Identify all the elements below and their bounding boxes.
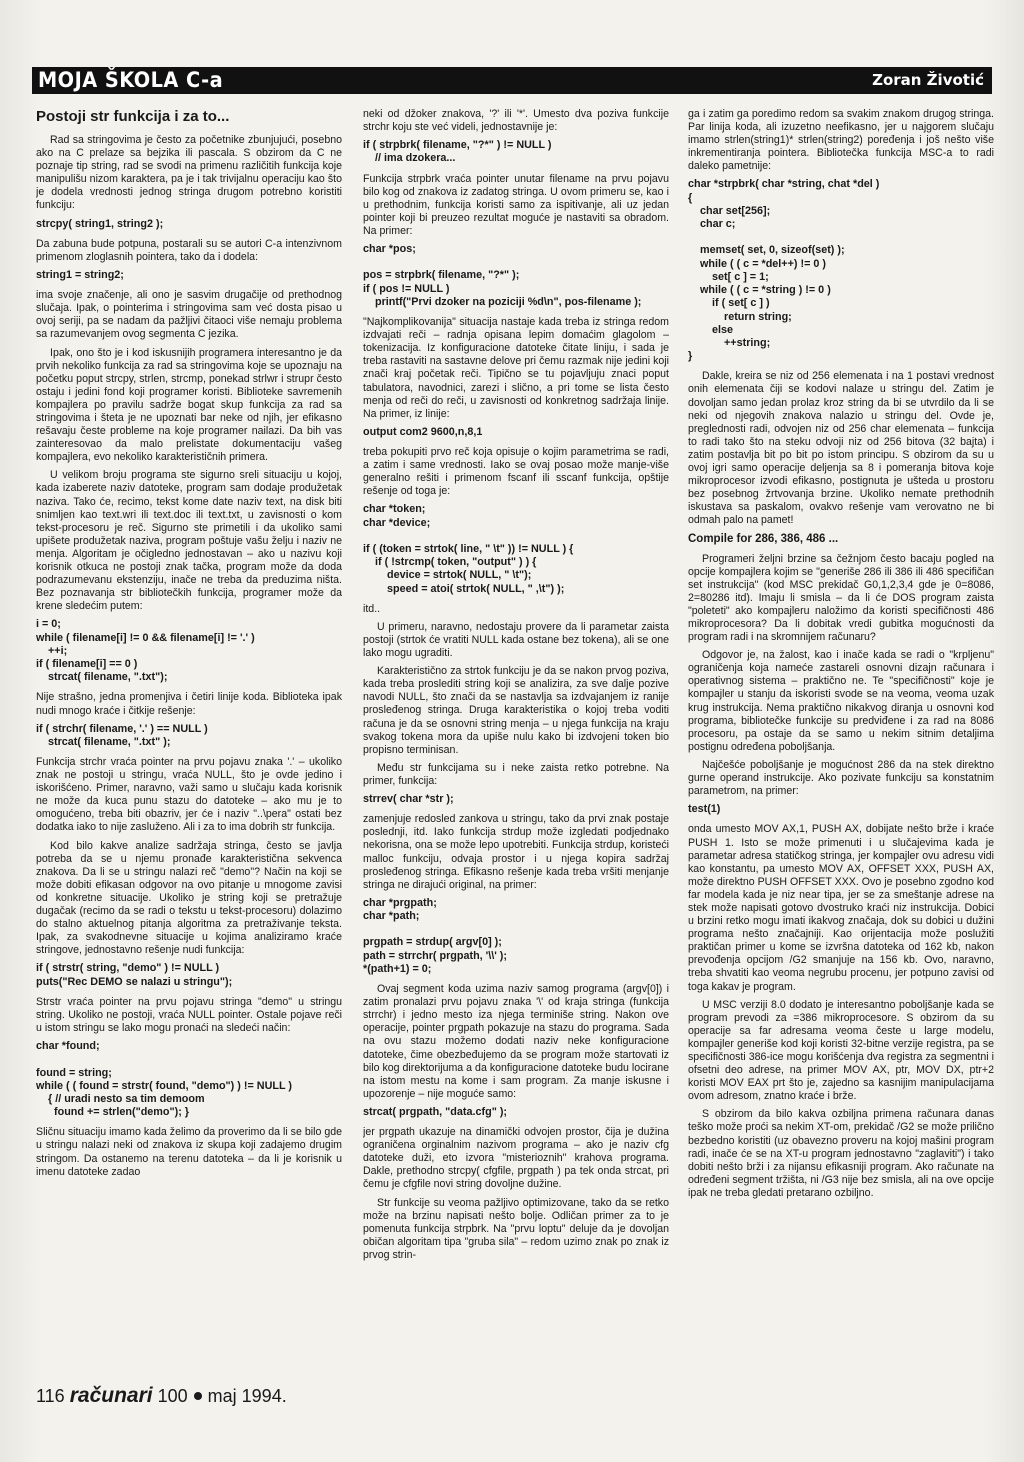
code-snippet: char *token; char *device; if ( (token = strtok( line, " \t" )) != NULL ) { if ( !strcmp( token, "output" ) ) { device = strtok( NULL, " \t"); speed = atoi( strtok( NULL, " ,\t") ); xyxy=(363,503,574,595)
column-1 xyxy=(36,108,342,1378)
paragraph: U primeru, naravno, nedostaju provere da li parametar zaista postoji (strtok će vratiti NULL kada ostane bez tokena), ali se one lako mogu ugraditi. xyxy=(363,620,669,660)
code-snippet: test(1) xyxy=(688,803,721,816)
paragraph: U MSC verziji 8.0 dodato je interesantno poboljšanje kada se program prevodi za =386 mikroprocesore. S obzirom da su operacije sa far adresama veoma česte u large modelu, kompajler generiše kod koji koristi 32-bitne verzije registra, pa se specifičnosti 386-ice mogu korišćenja dva registra za segmentni i ofsetni deo adrese, na primer MOV AX, ptr, MOV DX, ptr+2 koristi MOV EAX prt što je, zajedno sa kasnijim manipulacijama ovom adresom, znatno kraće i brže. xyxy=(688,998,994,1103)
code-snippet: if ( strstr( string, "demo" ) != NULL ) puts("Rec DEMO se nalazi u stringu"); xyxy=(36,962,233,988)
paragraph: neki od džoker znakova, '?' ili '*'. Umesto dva poziva funkcije strchr koju ste već videli, jednostavnije je: xyxy=(363,108,669,134)
paragraph: Strstr vraća pointer na prvu pojavu stringa "demo" u stringu string. Ukoliko ne postoji, vraća NULL pointer. Ostale pojave reči u istom stringu se lako mogu pronaći na sledeći način: xyxy=(36,995,342,1035)
paragraph: Dakle, kreira se niz od 256 elemenata i na 1 postavi vrednost onih elemenata čiji se kodovi nalaze u stringu del. Zatim je dovoljan samo jedan prolaz kroz string da bi se utvrdilo da li se neki od njegovih znakova nalazio u stringu del. Ovde je, preglednosti radi, odvojen niz od 256 char elemenata – funkcija to radi tako što na steku odvoji niz od 256 bitova (32 bajta) i zatim postavlja bit po bit po istom principu. S obzirom da su u ovoj igri samo operacije deljenja sa 8 i pomeranja bitova koje mikroprocesor izvodi efikasno, postignuta je ušteda u prostoru bez posebnog žrtvovanja brzine. Ukoliko nemate prethodnih iskustava sa paskalom, ovakvo rešenje vam verovatno ne bi odmah palo na pamet! xyxy=(688,370,994,527)
code-snippet: char *found; found = string; while ( ( found = strstr( found, "demo") ) != NULL ) { // uradi nesto sa tim demoom found += strlen("demo"); } xyxy=(36,1040,292,1119)
paragraph: Funkcija strchr vraća pointer na prvu pojavu znaka '.' – ukoliko znak ne postoji u stringu, vraća NULL, što je ovde jedino i iskorišćeno. Primer, naravno, važi samo u slučaju kada korisnik ne može da kuca punu stazu do datoteke – ako mu je to omogućeno, treba biti obazriv, jer će i naziv "..\pera" ostati bez dodatka iako to nije zasluženo. Ali i za to ima dobrih str funkcija. xyxy=(36,756,342,834)
bullet-separator xyxy=(194,1392,202,1400)
paragraph: ima svoje značenje, ali ono je sasvim drugačije od prethodnog slučaja. Ipak, o pointerima i stringovima sam već dosta pisao u ovoj seriji, pa se nadam da pažljivi čitaoci više nemaju problema sa razumevanjem ovog segmenta C jezika. xyxy=(36,289,342,341)
code-snippet: strcat( prgpath, "data.cfg" ); xyxy=(363,1105,508,1118)
section-header-bar xyxy=(32,67,992,94)
paragraph: Sličnu situaciju imamo kada želimo da proverimo da li se bilo gde u stringu nalazi neki od znakova iz skupa koji zadajemo drugim stringom. Da ostanemo na terenu datoteka – da li je korisnik u imenu datoteke zadao xyxy=(36,1126,342,1178)
code-snippet: char *prgpath; char *path; prgpath = strdup( argv[0] ); path = strrchr( prgpath, '\\' ); *(path+1) = 0; xyxy=(363,896,508,975)
paragraph: Da zabuna bude potpuna, postarali su se autori C-a intenzivnom primenom zloglasnih pointera, tako da i dodela: xyxy=(36,237,342,263)
paragraph: Programeri željni brzine sa čežnjom često bacaju pogled na opcije kompajlera kojim se "generiše 286 ili 386 ili 486 specifičan set instrukcija" (kod MSC prekidač G0,1,2,3,4 gde je 0=8086, 2=80286 itd). Imaju li smisla – da li će DOS program zaista "poleteti" ako kompajleru naložimo da koristi specifičnosti 486 mikroprocesora? Da li dobitak vredi gubitka mogućnosti da program radi i na skromnijem računaru? xyxy=(688,552,994,644)
magazine-logo: računari xyxy=(69,1384,153,1407)
paragraph: jer prgpath ukazuje na dinamički odvojen prostor, čija je dužina ograničena orginalnim nazivom programa – ako je naziv cfg datoteke duži, eto izvora "misterioznih" krahova programa. Dakle, prethodno strcpy( cfgfile, prgpath ) pa tek onda strcat, pri čemu je cfgfile novi string dovoljne dužine. xyxy=(363,1126,669,1191)
paragraph: itd.. xyxy=(363,602,381,615)
page-footer xyxy=(36,1384,287,1408)
code-snippet: output com2 9600,n,8,1 xyxy=(363,425,483,438)
code-snippet: i = 0; while ( filename[i] != 0 && filename[i] != '.' ) ++i; if ( filename[i] == 0 ) strcat( filename, ".txt"); xyxy=(36,618,255,684)
code-snippet: if ( strpbrk( filename, "?*" ) != NULL ) // ima dzokera... xyxy=(363,139,552,165)
article-columns xyxy=(36,108,994,1378)
author-name: Zoran Životić xyxy=(872,71,984,89)
article-title: Postoji str funkcija i za to... xyxy=(36,108,230,125)
code-snippet: if ( strchr( filename, '.' ) == NULL ) strcat( filename, ".txt" ); xyxy=(36,722,208,748)
issue-number: 100 xyxy=(157,1386,188,1406)
paragraph: "Najkomplikovanija" situacija nastaje kada treba iz stringa redom izdvajati reči – radnja opisana lepim domaćim glagolom – tokenizacija. Iz konfiguracione datoteke čitate liniju, i sada je treba rastaviti na sastavne delove pri čemu razmak nije jedini koji znači kraj početak reči. Tipično se tu pojavljuju znaci poput tabulatora, navodnici, zarezi i slično, a pri tome se lista često menja od reči do reči, u zavisnosti od konkretnog sadržaja linije. Na primer, iz linije: xyxy=(363,316,669,420)
paragraph: zamenjuje redosled zankova u stringu, tako da prvi znak postaje poslednji, itd. Iako funkcija strdup može izgledati podjednako nekorisna, ona se može lepo upotrebiti. Funkcija strdup, koristeći malloc funkciju, odvaja prostor i u njega kopira sadržaj prosleđenog stringa. Efikasno rešenje kada treba vršiti menjanje stringa ne dirajući original, na primer: xyxy=(363,813,669,891)
code-snippet: char *pos; pos = strpbrk( filename, "?*" ); if ( pos != NULL ) printf("Prvi dzoker na poziciji %d\n", pos-filename ); xyxy=(363,243,642,308)
paragraph: Funkcija strpbrk vraća pointer unutar filename na prvu pojavu bilo kog od znakova iz zadatog stringa. U ovom primeru se, kao i u prethodnim, funkcija koristi samo za ispitivanje, ali uz jedan pointer koji bi preuzeo rezultat moguće je nastaviti sa obradom. Na primer: xyxy=(363,172,669,237)
paragraph: treba pokupiti prvo reč koja opisuje o kojim parametrima se radi, a zatim i same vrednosti. Iako se ovaj posao može manje-više generalno rešiti i primenom fscanf ili sscanf funkcija, opštije rešenje od toga je: xyxy=(363,446,669,498)
paragraph: Odgovor je, na žalost, kao i inače kada se radi o "krpljenu" ograničenja koja nameće zastareli osnovni dizajn računara i operativnog sistema – praktično ne. Te "specifičnosti" koje je kompajler u stanju da iskoristi svode se na veoma, veoma uzak krug instrukcija. Nema praktično nikakvog diranja u osnovni kod programa, bibliotečke funkcije su predviđene i za rad na 8086 procesoru, pa ostaje da se samo u nekim sitnim detaljima postignu određena poboljšanja. xyxy=(688,649,994,753)
paragraph: Kod bilo kakve analize sadržaja stringa, često se javlja potreba da se u njemu pronađe karakteristična sekvenca znakova. Da li se u stringu nalazi reč "demo"? Način na koji se može dobiti efikasan odgovor na ovo pitanje u mnogome zavisi od konkretne situacije. Ukoliko je string koji se pretražuje dugačak (recimo da se radi o tekstu u tekst-procesoru) dolazimo do stalno aktuelnog pitanja algoritma za pretraživanje teksta. Ipak, za svakodnevne situacije u kojima analiziramo kraće stringove, jednostavno rešenje nudi funkcija: xyxy=(36,839,342,957)
code-snippet: char *strpbrk( char *string, chat *del ) { char set[256]; char c; memset( set, 0, sizeof(set) ); while ( ( c = *del++) != 0 ) set[ c ] = 1; while ( ( c = *string ) != 0 ) if ( set[ c ] ) return string; else ++string; } xyxy=(688,178,880,363)
paragraph: S obzirom da bilo kakva ozbiljna primena računara danas teško može proći sa nekim XT-om, prekidač /G2 se može prilično bezbedno koristiti (uz obavezno proveru na kojoj mašini program radi, inače će se na XT-u program jednostavno "zaglaviti") i tako dobiti nešto brži i za nijansu efikasniji program. Ako računate na određeni segment tržišta, ni /G3 nije bez smisla, ali na ove opcije ipak ne treba gledati pretarano ozbiljno. xyxy=(688,1108,994,1199)
paragraph: Nije strašno, jedna promenjiva i četiri linije koda. Biblioteka ipak nudi mnogo kraće i čitkije rešenje: xyxy=(36,691,342,717)
column-2 xyxy=(363,108,669,1378)
issue-date: maj 1994. xyxy=(207,1386,287,1406)
code-snippet: string1 = string2; xyxy=(36,268,124,281)
code-snippet: strcpy( string1, string2 ); xyxy=(36,217,164,230)
code-snippet: strrev( char *str ); xyxy=(363,793,454,806)
paragraph: Str funkcije su veoma pažljivo optimizovane, tako da se retko može na brzinu napisati nešto bolje. Odličan primer za to je pomenuta funkcija strpbrk. Na "prvu loptu" deluje da je dovoljan običan algoritam tipa "gruba sila" – redom uzimo znak po znak iz prvog strin- xyxy=(363,1196,669,1261)
subheading: Compile for 286, 386, 486 ... xyxy=(688,533,839,546)
paragraph: Među str funkcijama su i neke zaista retko potrebne. Na primer, funkcija: xyxy=(363,761,669,787)
paragraph: onda umesto MOV AX,1, PUSH AX, dobijate nešto brže i kraće PUSH 1. Isto se može primenuti i u slučajevima kada je parametar adresa statičkog stringa, jer kompajler ovu adresu vidi kao konstantu, pa umesto MOV AX, OFFSET XXX, PUSH AX, može direktno PUSH OFFSET XXX. Ovo je posebno zgodno kod far modela kada je niz near tipa, jer se za smeštanje adrese na stek može napisati gotovo dvostruko kraći niz instrukcija. Dobici u brzini retko mogu imati ikakvog značaja, dok su dobici u dužini programa nešto značajniji. Kao orijentacija može poslužiti praktičan primer u kome se izvršna datoteka od 162 kb, nakon prevođenja opcijom /G2 smanjuje na 156 kb. Ovo, naravno, treba shvatiti kao veoma negrubu procenu, jer potpuno zavisi od toga kakav je program. xyxy=(688,823,994,993)
paragraph: U velikom broju programa ste sigurno sreli situaciju u kojoj, kada izaberete naziv datoteke, program sam dodaje produžetak naziva. Tako će, recimo, tekst kome date naziv text, na disk biti snimljen kao text.wri ili text.doc ili text.txt, u zavisnosti o kom tekst-procesoru je reč. Sigurno ste primetili i da ukoliko sami upišete produžetak naziva, program poštuje vašu želju i naziv ne menja. Algoritam je očigledno jednostavan – ako u nazivu koji korisnik otkuca ne postoji znak tačka, program može da doda podrazumevanu ekstenziju, inače ne treba da preduzima ništa. Bez poznavanja str bibliotečkih funkcija, programer može da krene sledećim putem: xyxy=(36,469,342,613)
paragraph: Rad sa stringovima je često za početnike zbunjujući, posebno ako na C prelaze sa bejzika ili pascala. S obzirom da C ne poznaje tip string, rad se svodi na primenu različitih funkcija koje manipulišu nizom karaktera, pa je i tak trivijalnu operaciju kao što je dodela vrednosti jednog stringa drugom potrebno koristiti funkciju: xyxy=(36,134,342,212)
paragraph: Najčešće poboljšanje je mogućnost 286 da na stek direktno gurne operand instrukcije. Ako pozivate funkciju sa konstatnim parametrom, na primer: xyxy=(688,758,994,798)
paragraph: ga i zatim ga poredimo redom sa svakim znakom drugog stringa. Par linija koda, ali izuzetno neefikasno, jer u najgorem slučaju imamo strlen(string1)* strlen(string2) poređenja i još nešto više inkrementiranja pointera. Bibliotečka funkcija MSC-a to radi daleko pametnije: xyxy=(688,108,994,173)
paragraph: Ovaj segment koda uzima naziv samog programa (argv[0]) i zatim pronalazi prvu pojavu znaka '\' od kraja stringa (funkcija strrchr) i jedno mesto iza njega terminiše string. Nakon ove operacije, pointer prgpath pokazuje na stazu do programa. Sada na ovu stazu možemo dodati naziv neke konfiguracione datoteke, čime obezbeđujemo da se program može startovati iz bilo kog direktorijuma a da konfiguracione datoteke budu locirane na istom mestu na kome i sam program. Za manje iskusne i upozorenje – nije moguće samo: xyxy=(363,983,669,1100)
paragraph: Karakteristično za strtok funkciju je da se nakon prvog poziva, kada treba proslediti string koji se analizira, za sve dalje pozive navodi NULL, što znači da se nastavlja sa izdvajanjem iz ranije prosleđenog stringa. Druga karakteristika o kojoj treba voditi računa je da se osnovni string menja – u njega funkcija na kraju svakog tokena mora da upiše nulu kako bi izdvojeni token bio propisno terminisan. xyxy=(363,665,669,756)
column-3 xyxy=(688,108,994,1378)
paragraph: Ipak, ono što je i kod iskusnijih programera interesantno je da prvih nekoliko funkcija za rad sa stringovima koje se upoznaju na početku poput strcpy, strlen, strcmp, ponekad strlwr i strupr često ostaju i jedini fond koji programer koristi. Biblioteke savremenih kompajlera po pravilu sadrže bogat skup funkcija za rad sa stringovima i šteta je ne upoznati bar neke od njih, jer efikasno rešavaju česte probleme na koje programer nailazi. Da bih vas zainteresovao da malo prelistate dokumentaciju vašeg kompajlera, evo nekoliko karakterističnih primera. xyxy=(36,346,342,464)
section-title: MOJA ŠKOLA C-a xyxy=(38,68,224,92)
page-number: 116 xyxy=(36,1386,65,1406)
